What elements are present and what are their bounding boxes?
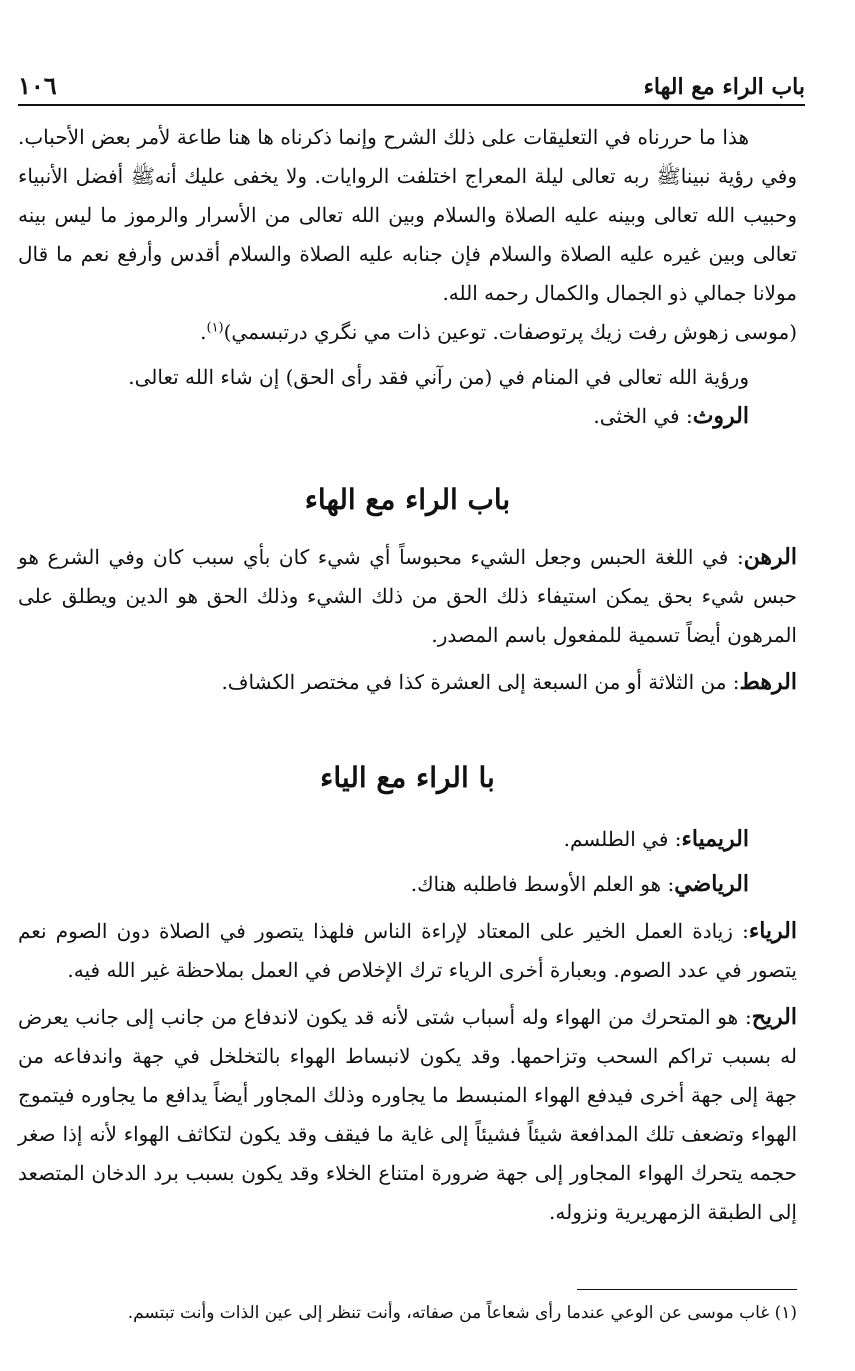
entry-rih <box>18 998 797 1232</box>
entry-definition: : من الثلاثة أو من السبعة إلى العشرة كذا في مختصر الكشاف. <box>221 670 740 694</box>
entry-term: الروث <box>692 403 749 429</box>
section-heading-ra-ya: با الراء مع الياء <box>320 761 495 794</box>
entry-riyadi <box>18 865 797 904</box>
running-header <box>18 60 805 106</box>
persian-verse: (موسى زهوش رفت زيك پرتوصفات. توعين ذات مي نگري درتبسمي) <box>223 320 797 344</box>
section-heading-ra-ha: باب الراء مع الهاء <box>304 483 511 516</box>
page-number: ١٠٦ <box>18 71 57 100</box>
body-text <box>18 118 797 1232</box>
entry-term: الرهط <box>739 669 797 695</box>
entry-riya <box>18 912 797 990</box>
entry-definition: : في الطلسم. <box>563 827 682 851</box>
footnote-number: (١) <box>774 1303 797 1323</box>
entry-definition: : زيادة العمل الخير على المعتاد لإراءة الناس فلهذا يتصور في الصلاة دون الصوم نعم يتصور في عدد الصوم. وبعبارة أخرى الرياء ترك الإخلاص في العمل بملاحظة غير الله فيه. <box>18 919 797 982</box>
footnote <box>18 1296 797 1330</box>
entry-definition: : هو المتحرك من الهواء وله أسباب شتى لأنه قد يكون لاندفاع من جانب إلى جانب يعرض له بسبب تراكم السحب وتزاحمها. وقد يكون لانبساط الهواء بالتخلخل في جهة واندفاعه من جهة إلى جهة أخرى فيدفع الهواء المنبسط ما يجاوره وذلك المجاور أيضاً يدافع ما يجاوره فيتموج الهواء وتضعف تلك المدافعة شيئاً فشيئاً إلى غاية ما فيقف وقد يكون لتكاثف الهواء لأنه إذا صغر حجمه يتحرك الهواء المجاور إلى جهة ضرورة امتناع الخلاء وقد يكون بسبب برد الدخان المتصعد إلى الطبقة الزمهريرية ونزوله. <box>18 1005 797 1224</box>
entry-rawth <box>18 397 797 436</box>
entry-definition: : في الخثى. <box>593 404 693 428</box>
entry-rimiya <box>18 820 797 859</box>
entry-term: الرياضي <box>674 871 749 897</box>
entry-term: الريمياء <box>681 826 749 852</box>
footnote-divider <box>577 1289 797 1290</box>
entry-definition: : هو العلم الأوسط فاطلبه هناك. <box>410 872 675 896</box>
entry-definition: : في اللغة الحبس وجعل الشيء محبوساً أي شيء كان بأي سبب كان وفي الشرع هو حبس شيء بحق يمكن استيفاء ذلك الحق من ذلك الشيء وذلك الحق هو الدين ويطلق على المرهون أيضاً تسمية للمفعول باسم المصدر. <box>18 545 797 647</box>
entry-term: الرهن <box>743 544 797 570</box>
entry-term: الريح <box>751 1004 797 1030</box>
footnote-text: غاب موسى عن الوعي عندما رأى شعاعاً من صفاته، وأنت تنظر إلى عين الذات وأنت تبتسم. <box>127 1303 770 1323</box>
paragraph-text: هذا ما حررناه في التعليقات على ذلك الشرح وإنما ذكرناه ها هنا طاعة لأمر بعض الأحباب. وفي رؤية نبيناﷺ ربه تعالى ليلة المعراج اختلفت الروايات. ولا يخفى عليك أنهﷺ أفضل الأنبياء وحبيب الله تعالى وبينه عليه الصلاة والسلام وبين الله تعالى من الأسرار والرموز ما ليس بينه تعالى وبين غيره عليه الصلاة والسلام فإن جنابه عليه الصلاة والسلام أقدس وأرفع نعم ما قال مولانا جمالي ذو الجمال والكمال رحمه الله. <box>18 125 797 305</box>
footnote-reference: (١) <box>206 320 224 336</box>
paragraph-ruyat: هذا ما حررناه في التعليقات على ذلك الشرح وإنما ذكرناه ها هنا طاعة لأمر بعض الأحباب. وفي رؤية نبيناﷺ ربه تعالى ليلة المعراج اختلفت الروايات. ولا يخفى عليك أنهﷺ أفضل الأنبياء وحبيب الله تعالى وبينه عليه الصلاة والسلام وبين الله تعالى من الأسرار والرموز ما ليس بينه تعالى وبين غيره عليه الصلاة والسلام فإن جنابه عليه الصلاة والسلام أقدس وأرفع نعم ما قال مولانا جمالي ذو الجمال والكمال رحمه الله. (موسى زهوش رفت زيك پرتوصفات. توعين ذات مي نگري درتبسمي)$^{(١)}$. <box>18 125 797 344</box>
entry-rahn <box>18 538 797 655</box>
running-title: باب الراء مع الهاء <box>643 74 805 100</box>
paragraph-dream-vision: ورؤية الله تعالى في المنام في (من رآني فقد رأى الحق) إن شاء الله تعالى. <box>128 365 749 389</box>
entry-term: الرياء <box>748 918 797 944</box>
entry-raht <box>18 663 797 702</box>
